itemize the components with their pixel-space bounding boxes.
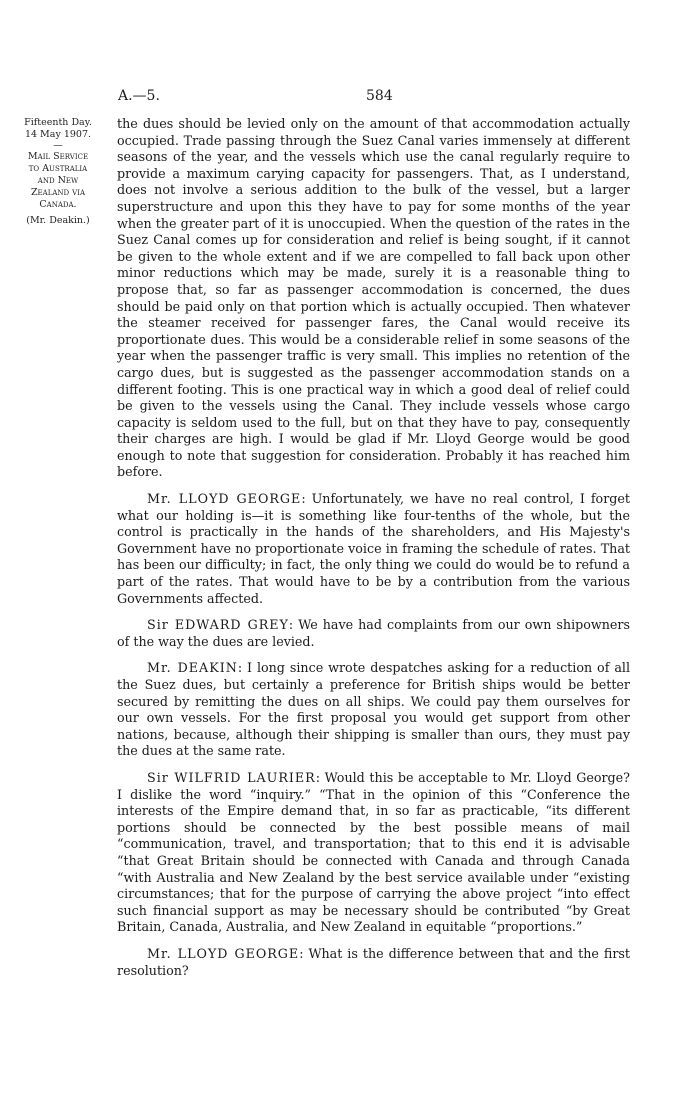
speaker-name: Sir EDWARD GREY bbox=[147, 617, 289, 633]
paragraph bbox=[117, 770, 630, 936]
paragraph bbox=[117, 116, 630, 481]
paragraph bbox=[117, 491, 630, 607]
margin-subject-4: Zealand via bbox=[30, 187, 86, 198]
margin-subject-3: and New bbox=[37, 175, 79, 186]
paragraph-text: the dues should be levied only on the amount of that accommodation actually occupied. Trade passing through the Suez Canal varies immensely at different seasons of the year, and the vessels which use the canal regularly require to provide a maximum carying capacity for passengers. That, as I understand, does not involve a serious addition to the bulk of the vessel, but a larger superstructure and upon this they have to pay for some months of the year when the greater part of it is unoccupied. When the question of the rates in the Suez Canal comes up for consideration and relief is being sought, if it cannot be given to the whole extent and if we are compelled to fall back upon other minor reductions which may be made, surely it is a reasonable thing to propose that, so far as passenger accommodation is concerned, the dues should be paid only on that portion which is actually occupied. Then whatever the steamer received for passenger fares, the Canal would receive its proportionate dues. This would be a considerable relief in some seasons of the year when the passenger traffic is very small. This implies no retention of the cargo dues, but is suggested as the passenger accommodation stands on a different footing. This is one practical way in which a good deal of relief could be given to the vessels using the Canal. They include vessels whose cargo capacity is seldom used to the full, but on that they have to pay, consequently their charges are high. I would be glad if Mr. Lloyd George would be good enough to note that suggestion for consideration. Probably it has reached him before. bbox=[117, 116, 630, 480]
document-reference: A.—5. bbox=[118, 88, 160, 104]
margin-subject-5: Canada. bbox=[39, 199, 77, 210]
margin-day: Fifteenth Day. bbox=[24, 117, 92, 128]
speaker-name: Sir WILFRID LAURIER bbox=[147, 769, 316, 785]
paragraph bbox=[117, 660, 630, 760]
margin-subject-1: Mail Service bbox=[27, 151, 89, 162]
paragraph-text: : I long since wrote despatches asking for a reduction of all the Suez dues, but certainly a preference for British ships would be better secured by remitting the dues on all ships. We could pay them ourselves for our own vessels. For the first proposal you would get support from other nations, because, although their shipping is smaller than ours, they must pay the dues at the same rate. bbox=[117, 660, 630, 759]
margin-notes bbox=[6, 117, 110, 227]
document-body bbox=[117, 116, 630, 989]
speaker-name: Mr. LLOYD GEORGE bbox=[147, 945, 300, 961]
margin-subject-2: to Australia bbox=[28, 163, 88, 174]
paragraph-text: : What is the difference between that and the first resolution? bbox=[117, 945, 631, 978]
paragraph-text: : We have had complaints from our own shipowners of the way the dues are levied. bbox=[117, 617, 631, 649]
margin-date: 14 May 1907. bbox=[24, 129, 92, 140]
paragraph bbox=[117, 946, 630, 979]
paragraph bbox=[117, 617, 630, 650]
paragraph-text: : Would this be acceptable to Mr. Lloyd George? I dislike the word “inquiry.” “That in the opinion of this “Conference the interests of the Empire demand that, in so far as practicable, “its different portions should be connected by the best possible means of mail “communication, travel, and transportation; that to this end it is advisable “that Great Britain should be connected with Canada and through Canada “with Australia and New Zealand by the best service available under “existing circumstances; that for the purpose of carrying the above project “into effect such financial support as may be necessary should be contributed “by Great Britain, Canada, Australia, and New Zealand in equitable “proportions.” bbox=[117, 769, 630, 935]
speaker-name: Mr. LLOYD GEORGE bbox=[147, 491, 302, 507]
page-number: 584 bbox=[366, 88, 393, 104]
margin-dash: — bbox=[53, 140, 63, 151]
speaker-name: Mr. DEAKIN bbox=[147, 660, 238, 676]
margin-speaker: (Mr. Deakin.) bbox=[26, 215, 90, 226]
paragraph-text: : Unfortunately, we have no real control, I forget what our holding is—it is something like four-tenths of the whole, but the control is practically in the hands of the shareholders, and His Majesty's Government have no proportionate voice in framing the schedule of rates. That has been our difficulty; in fact, the only thing we could do would be to refund a part of the rates. That would have to be by a contribution from the various Governments affected. bbox=[117, 491, 630, 606]
